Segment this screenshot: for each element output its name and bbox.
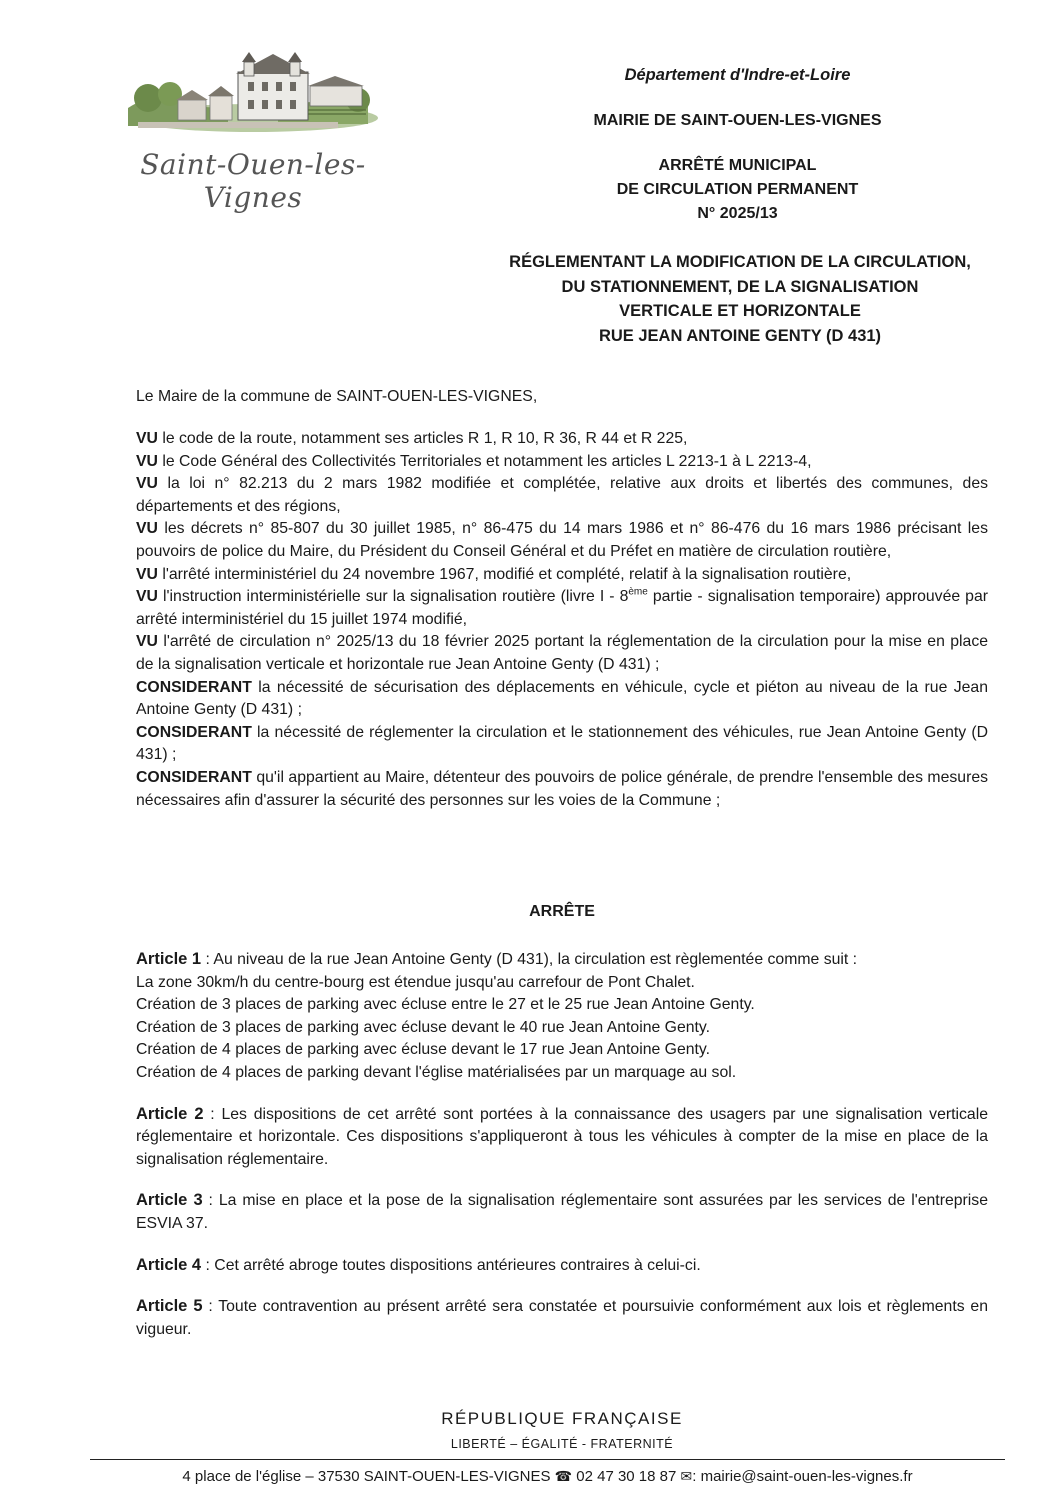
article-2: Article 2 : Les dispositions de cet arrêté sont portées à la connaissance des usagers par une signalisation verticale réglementaire et horizontale. Ces dispositions s'appliqueront à tous les véhicules à compter de la mise en place de la signalisation réglementaire. xyxy=(136,1104,988,1168)
footer-contact: 4 place de l'église – 37530 SAINT-OUEN-LES-VIGNES ☎ 02 47 30 18 87 ✉: mairie@saint-ouen-les-vignes.fr xyxy=(182,1468,913,1485)
visa-item: VU les décrets n° 85-807 du 30 juillet 1985, n° 86-475 du 14 mars 1986 et n° 86-476 du 16 mars 1986 précisant les pouvoirs de police du Maire, du Président du Conseil Général et du Préfet en matière de circulation routière, xyxy=(136,520,988,560)
chateau-logo-illustration xyxy=(118,48,388,148)
subject-line: VERTICALE ET HORIZONTALE xyxy=(619,302,861,320)
intro-paragraph: Le Maire de la commune de SAINT-OUEN-LES-VIGNES, xyxy=(136,388,538,405)
mail-icon: ✉ xyxy=(680,1468,693,1484)
footer-republique: RÉPUBLIQUE FRANÇAISE xyxy=(441,1409,683,1428)
articles-section xyxy=(136,948,988,1359)
mairie-name: MAIRIE DE SAINT-OUEN-LES-VIGNES xyxy=(593,112,882,129)
article-3: Article 3 : La mise en place et la pose de la signalisation réglementaire sont assurées par les services de l'entreprise ESVIA 37. xyxy=(136,1191,988,1232)
footer-phone: 02 47 30 18 87 xyxy=(572,1468,681,1485)
considerant-item: CONSIDERANT qu'il appartient au Maire, détenteur des pouvoirs de police générale, de prendre l'ensemble des mesures nécessaires afin d'assurer la sécurité des personnes sur les voies de la Commune ; xyxy=(136,768,989,809)
article-4: Article 4 : Cet arrêté abroge toutes dispositions antérieures contraires à celui-ci. xyxy=(136,1255,701,1274)
article-label: Article 3 xyxy=(136,1191,203,1210)
arrete-title-line: ARRÊTÉ MUNICIPAL xyxy=(658,157,817,174)
article-1-line: La zone 30km/h du centre-bourg est étendue jusqu'au carrefour de Pont Chalet. xyxy=(136,973,695,991)
subject-line: RUE JEAN ANTOINE GENTY (D 431) xyxy=(598,326,882,345)
visa-item: VU l'arrêté de circulation n° 2025/13 du 18 février 2025 portant la réglementation de la circulation pour la mise en place de la signalisation verticale et horizontale rue Jean Antoine Genty (D 431) ; xyxy=(136,633,988,673)
visa-item: VU le Code Général des Collectivités Territoriales et notamment les articles L 2213-1 à L 2213-4, xyxy=(136,452,812,470)
article-label: Article 5 xyxy=(136,1297,203,1316)
commune-name-script: Saint-Ouen-les-Vignes xyxy=(140,148,366,214)
visa-item: VU l'arrêté interministériel du 24 novembre 1967, modifié et complété, relatif à la signalisation routière, xyxy=(136,565,852,583)
article-label: Article 4 xyxy=(136,1255,202,1274)
footer-email: mairie@saint-ouen-les-vignes.fr xyxy=(696,1468,913,1485)
arrete-title xyxy=(470,154,1005,226)
article-5: Article 5 : Toute contravention au présent arrêté sera constatée et poursuivie conformément aux lois et règlements en vigueur. xyxy=(136,1297,988,1338)
article-label: Article 1 xyxy=(136,950,202,968)
article-1-line: Création de 3 places de parking avec écluse entre le 27 et le 25 rue Jean Antoine Genty. xyxy=(136,996,755,1014)
article-1: Article 1 : Au niveau de la rue Jean Antoine Genty (D 431), la circulation est règlementée comme suit : La zone 30km/h du centre-bourg est étendue jusqu'au carrefour de Pont Chalet. Création de 3 places de parking avec écluse entre le 27 et le 25 rue Jean Antoine Genty. Création de 3 places de parking avec écluse devant le 40 rue Jean Antoine Genty. Création de 4 places de parking avec écluse devant le 17 rue Jean Antoine Genty. Création de 4 places de parking devant l'église matérialisées par un marquage au sol. xyxy=(136,948,988,1085)
visa-item: VU la loi n° 82.213 du 2 mars 1982 modifiée et complétée, relative aux droits et libertés des communes, des départements et des régions, xyxy=(136,475,988,515)
phone-icon: ☎ xyxy=(554,1468,573,1484)
article-1-line: Création de 4 places de parking avec écluse devant le 17 rue Jean Antoine Genty. xyxy=(136,1041,711,1059)
considerant-item: CONSIDERANT la nécessité de sécurisation des déplacements en véhicule, cycle et piéton au niveau de la rue Jean Antoine Genty (D 431) ; xyxy=(136,678,988,719)
visas-section xyxy=(136,428,988,812)
footer-address: 4 place de l'église – 37530 SAINT-OUEN-LES-VIGNES xyxy=(182,1468,555,1485)
considerant-item: CONSIDERANT la nécessité de réglementer la circulation et le stationnement des véhicules, rue Jean Antoine Genty (D 431) ; xyxy=(136,723,988,764)
arrete-title-line: DE CIRCULATION PERMANENT xyxy=(616,181,859,198)
arrete-number: N° 2025/13 xyxy=(697,205,778,222)
article-1-line: Création de 4 places de parking devant l'église matérialisées par un marquage au sol. xyxy=(136,1063,737,1081)
subject-line: DU STATIONNEMENT, DE LA SIGNALISATION xyxy=(561,277,919,296)
article-1-line: Création de 3 places de parking avec écluse devant le 40 rue Jean Antoine Genty. xyxy=(136,1018,711,1036)
arrete-heading: ARRÊTE xyxy=(529,903,595,920)
visa-item: VU l'instruction interministérielle sur la signalisation routière (livre I - 8ème partie - signalisation temporaire) approuvée par arrêté interministériel du 15 juillet 1974 modifié, xyxy=(136,586,989,628)
footer-divider xyxy=(90,1459,1005,1460)
visa-item: VU le code de la route, notamment ses articles R 1, R 10, R 36, R 44 et R 225, xyxy=(136,430,688,447)
subject-line: RÉGLEMENTANT LA MODIFICATION DE LA CIRCULATION, xyxy=(509,253,971,271)
department-name: Département d'Indre-et-Loire xyxy=(624,66,851,84)
footer-motto: LIBERTÉ – ÉGALITÉ - FRATERNITÉ xyxy=(450,1437,674,1451)
arrete-subject xyxy=(470,250,1010,348)
article-label: Article 2 xyxy=(136,1104,204,1123)
commune-logo xyxy=(118,48,388,214)
